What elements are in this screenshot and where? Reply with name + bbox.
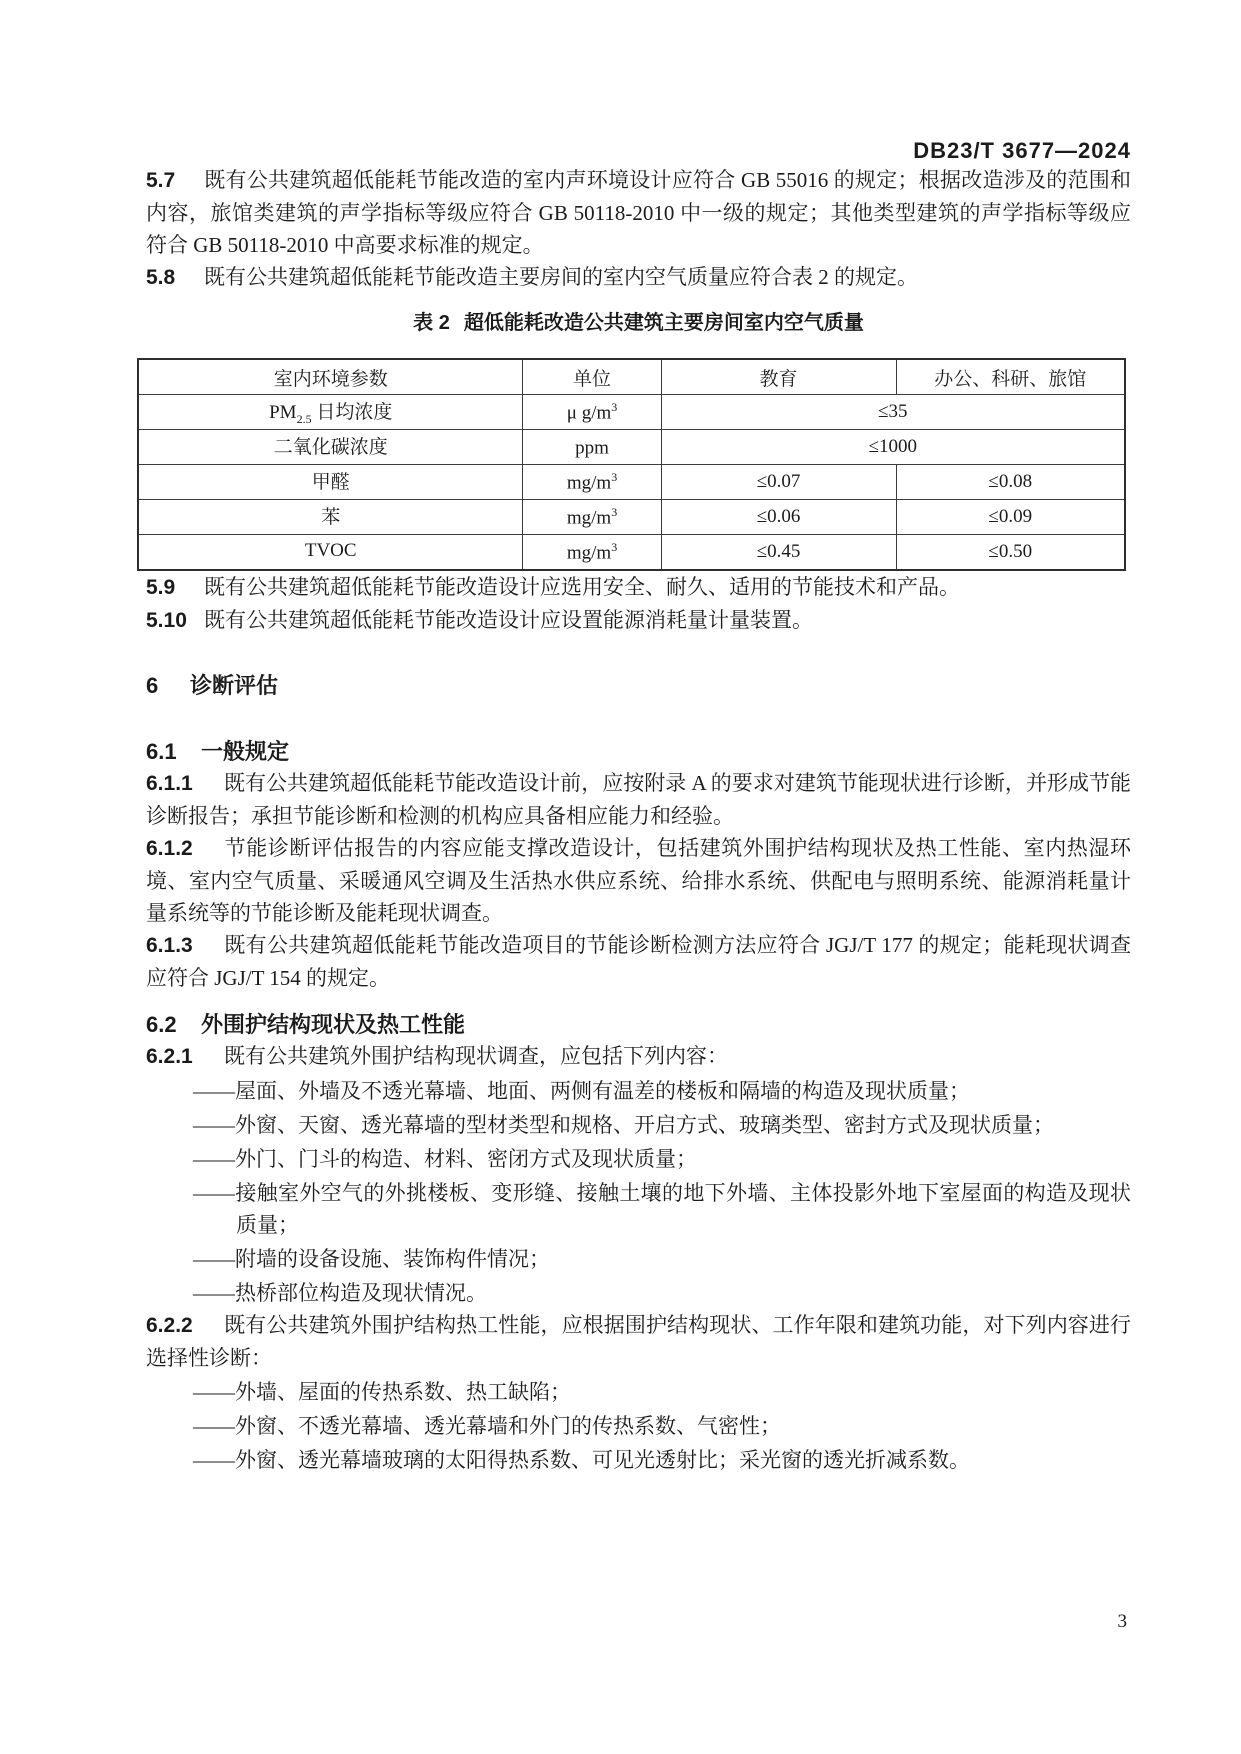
superscript: 3 bbox=[611, 539, 618, 554]
cell-limit-education: ≤0.06 bbox=[661, 500, 896, 535]
cell-unit: ppm bbox=[523, 430, 661, 465]
clause-number: 5.8 bbox=[146, 266, 176, 289]
list-item bbox=[146, 1243, 1131, 1275]
clause-number: 6.2.1 bbox=[146, 1045, 193, 1068]
standard-code: DB23/T 3677—2024 bbox=[913, 138, 1131, 163]
cell-parameter: $PM_{2.5}$ 日均浓度 bbox=[138, 395, 523, 430]
dash-marker: —— bbox=[193, 1448, 235, 1472]
clause-text: 既有公共建筑超低能耗节能改造设计应选用安全、耐久、适用的节能技术和产品。 bbox=[204, 575, 960, 599]
page-number: 3 bbox=[1117, 1611, 1127, 1632]
clause-text: 既有公共建筑外围护结构现状调查，应包括下列内容： bbox=[224, 1044, 728, 1068]
clause-5-7 bbox=[146, 164, 1131, 261]
dash-marker: —— bbox=[193, 1247, 235, 1271]
list-item bbox=[146, 1444, 1131, 1476]
header-cell-office: 办公、科研、旅馆 bbox=[896, 359, 1125, 395]
table-row-tvoc bbox=[138, 535, 1125, 571]
clause-6-1-3 bbox=[146, 929, 1131, 994]
table-row-pm25 bbox=[138, 395, 1125, 430]
list-item bbox=[146, 1109, 1131, 1141]
cell-limit-office: ≤0.08 bbox=[896, 465, 1125, 500]
section-title: 外围护结构现状及热工性能 bbox=[201, 1012, 466, 1037]
section-number: 6.1 bbox=[146, 739, 177, 764]
cell-parameter: 苯 bbox=[138, 500, 523, 535]
list-item bbox=[146, 1376, 1131, 1408]
dash-marker: —— bbox=[193, 1281, 235, 1305]
section-number: 6.2 bbox=[146, 1012, 177, 1037]
section-6-heading bbox=[146, 671, 1131, 701]
list-item-text: 外门、门斗的构造、材料、密闭方式及现状质量； bbox=[235, 1147, 697, 1171]
dash-marker: —— bbox=[193, 1380, 235, 1404]
air-quality-table bbox=[137, 358, 1126, 571]
superscript: 3 bbox=[611, 469, 618, 484]
table-row-benzene bbox=[138, 500, 1125, 535]
clause-6-2-1 bbox=[146, 1040, 1131, 1073]
clause-number: 6.1.3 bbox=[146, 934, 193, 957]
list-item-text: 屋面、外墙及不透光幕墙、地面、两侧有温差的楼板和隔墙的构造及现状质量； bbox=[235, 1079, 970, 1103]
clause-5-10 bbox=[146, 604, 1131, 637]
cell-unit: μ $g/m^3$ bbox=[523, 395, 661, 430]
cell-limit-merged: ≤35 bbox=[661, 395, 1125, 430]
cell-unit: $mg/m^3$ bbox=[523, 500, 661, 535]
header-cell-education: 教育 bbox=[661, 359, 896, 395]
clause-text: 既有公共建筑超低能耗节能改造设计应设置能源消耗量计量装置。 bbox=[204, 608, 813, 632]
list-item-text: 外墙、屋面的传热系数、热工缺陷； bbox=[235, 1380, 571, 1404]
table-row-formaldehyde bbox=[138, 465, 1125, 500]
list-item-text: 热桥部位构造及现状情况。 bbox=[235, 1281, 487, 1305]
cell-limit-office: ≤0.50 bbox=[896, 535, 1125, 571]
list-item-text: 附墙的设备设施、装饰构件情况； bbox=[235, 1247, 550, 1271]
header-cell-unit: 单位 bbox=[523, 359, 661, 395]
page-header bbox=[146, 0, 1131, 164]
cell-limit-merged: ≤1000 bbox=[661, 430, 1125, 465]
clause-number: 5.7 bbox=[146, 169, 176, 192]
section-title: 诊断评估 bbox=[190, 673, 279, 698]
clause-text: 既有公共建筑超低能耗节能改造项目的节能诊断检测方法应符合 JGJ/T 177 的规定；能耗现状调查应符合 JGJ/T 154 的规定。 bbox=[146, 933, 1131, 990]
dash-marker: —— bbox=[193, 1079, 235, 1103]
table-row-co2 bbox=[138, 430, 1125, 465]
clause-text: 既有公共建筑外围护结构热工性能，应根据围护结构现状、工作年限和建筑功能，对下列内容进行选择性诊断： bbox=[146, 1313, 1131, 1370]
table-caption-text: 超低能耗改造公共建筑主要房间室内空气质量 bbox=[463, 312, 864, 334]
list-item-text: 外窗、不透光幕墙、透光幕墙和外门的传热系数、气密性； bbox=[235, 1414, 781, 1438]
cell-limit-education: ≤0.07 bbox=[661, 465, 896, 500]
cell-limit-office: ≤0.09 bbox=[896, 500, 1125, 535]
section-6-2-heading bbox=[146, 1010, 1131, 1040]
table-caption-label: 表 2 bbox=[413, 312, 450, 334]
clause-5-8 bbox=[146, 261, 1131, 294]
clause-6-1-1 bbox=[146, 767, 1131, 832]
dash-marker: —— bbox=[193, 1147, 235, 1171]
cell-parameter: TVOC bbox=[138, 535, 523, 571]
clause-text: 既有公共建筑超低能耗节能改造设计前，应按附录 A 的要求对建筑节能现状进行诊断，并形成节能诊断报告；承担节能诊断和检测的机构应具备相应能力和经验。 bbox=[146, 771, 1131, 828]
clause-5-9 bbox=[146, 571, 1131, 604]
cell-limit-education: ≤0.45 bbox=[661, 535, 896, 571]
table-header-row bbox=[138, 359, 1125, 395]
cell-parameter: 甲醛 bbox=[138, 465, 523, 500]
list-item bbox=[146, 1277, 1131, 1309]
clause-6-2-2 bbox=[146, 1309, 1131, 1374]
cell-parameter: 二氧化碳浓度 bbox=[138, 430, 523, 465]
clause-text: 节能诊断评估报告的内容应能支撑改造设计，包括建筑外围护结构现状及热工性能、室内热湿环境、室内空气质量、采暖通风空调及生活热水供应系统、给排水系统、供配电与照明系统、能源消耗量计量系统等的节能诊断及能耗现状调查。 bbox=[146, 836, 1131, 925]
list-item bbox=[146, 1410, 1131, 1442]
section-title: 一般规定 bbox=[201, 739, 290, 764]
dash-marker: —— bbox=[193, 1113, 235, 1137]
subscript: 2.5 bbox=[296, 411, 312, 426]
header-cell-parameter: 室内环境参数 bbox=[138, 359, 523, 395]
clause-number: 6.1.2 bbox=[146, 837, 193, 860]
clause-number: 5.9 bbox=[146, 576, 176, 599]
section-number: 6 bbox=[146, 673, 159, 698]
table-caption bbox=[146, 310, 1131, 336]
list-item-text: 接触室外空气的外挑楼板、变形缝、接触土壤的地下外墙、主体投影外地下室屋面的构造及现状质量； bbox=[235, 1181, 1131, 1237]
dash-marker: —— bbox=[193, 1181, 235, 1205]
clause-text: 既有公共建筑超低能耗节能改造的室内声环境设计应符合 GB 55016 的规定；根据改造涉及的范围和内容，旅馆类建筑的声学指标等级应符合 GB 50118-2010 中一级的规定；其他类型建筑的声学指标等级应符合 GB 50118-2010 中高要求标准的规定。 bbox=[146, 168, 1131, 257]
list-item bbox=[146, 1177, 1131, 1241]
list-item-text: 外窗、天窗、透光幕墙的型材类型和规格、开启方式、玻璃类型、密封方式及现状质量； bbox=[235, 1113, 1054, 1137]
cell-unit: $mg/m^3$ bbox=[523, 465, 661, 500]
clause-number: 6.1.1 bbox=[146, 772, 193, 795]
clause-6-1-2 bbox=[146, 832, 1131, 929]
superscript: 3 bbox=[611, 399, 618, 414]
superscript: 3 bbox=[611, 504, 618, 519]
dash-marker: —— bbox=[193, 1414, 235, 1438]
list-item bbox=[146, 1075, 1131, 1107]
clause-text: 既有公共建筑超低能耗节能改造主要房间的室内空气质量应符合表 2 的规定。 bbox=[204, 265, 918, 289]
cell-unit: $mg/m^3$ bbox=[523, 535, 661, 571]
list-item-text: 外窗、透光幕墙玻璃的太阳得热系数、可见光透射比；采光窗的透光折减系数。 bbox=[235, 1448, 970, 1472]
list-item bbox=[146, 1143, 1131, 1175]
clause-number: 5.10 bbox=[146, 609, 187, 632]
clause-number: 6.2.2 bbox=[146, 1314, 193, 1337]
section-6-1-heading bbox=[146, 737, 1131, 767]
